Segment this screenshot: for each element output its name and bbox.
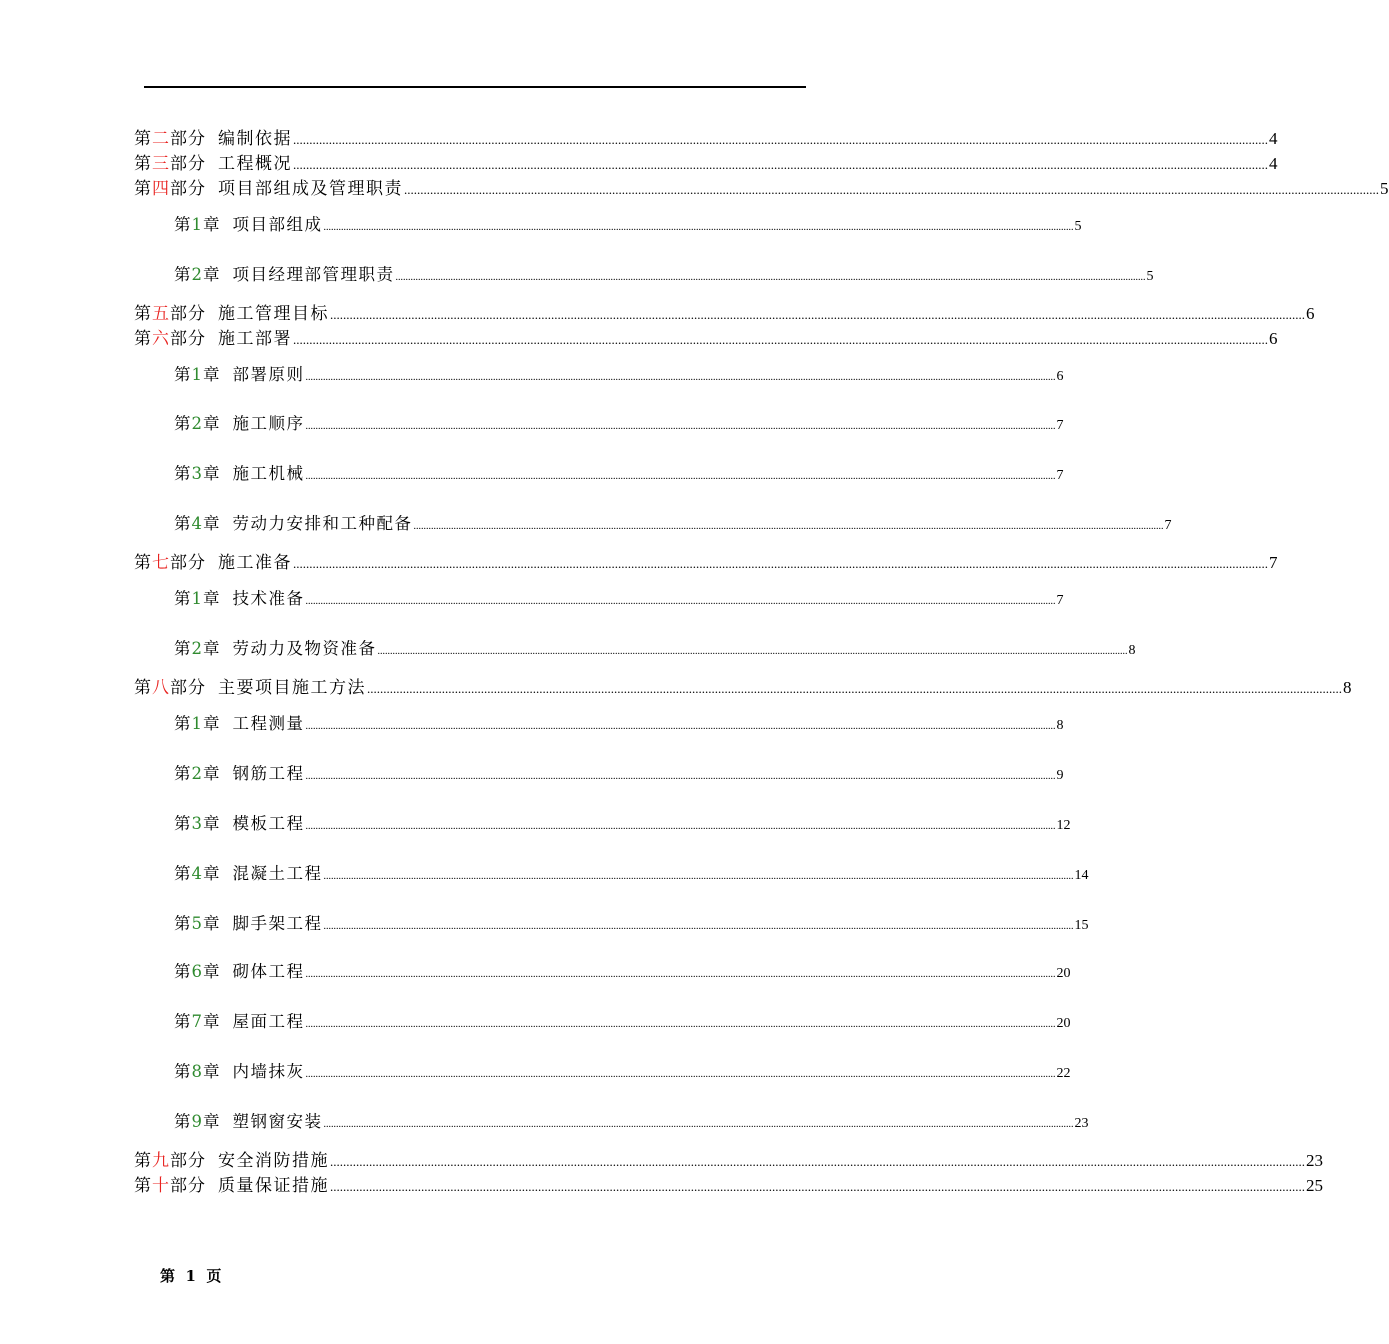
toc-page-number: 6 xyxy=(1056,369,1064,384)
toc-label-prefix: 第 xyxy=(174,514,192,533)
toc-part-entry[interactable] xyxy=(134,124,1278,149)
toc-dot-leader: ............................................................................................................................................................................................................................................................................................................ xyxy=(305,1069,1056,1080)
toc-chapter-entry[interactable] xyxy=(174,860,1089,884)
toc-label-prefix: 第 xyxy=(134,154,152,174)
toc-entry-label xyxy=(174,410,221,434)
toc-entry-title: 施工顺序 xyxy=(232,414,305,433)
toc-label-prefix: 第 xyxy=(134,329,152,349)
toc-entry-title: 屋面工程 xyxy=(232,1012,305,1031)
toc-label-number: 二 xyxy=(152,129,170,149)
toc-dot-leader: ............................................................................................................................................................................................................................................................................................................ xyxy=(293,157,1268,172)
toc-chapter-entry[interactable] xyxy=(174,211,1082,235)
toc-page-number: 23 xyxy=(1074,1116,1089,1131)
toc-label-suffix: 章 xyxy=(203,514,221,533)
toc-part-entry[interactable] xyxy=(134,548,1278,573)
toc-chapter-entry[interactable] xyxy=(174,510,1172,534)
toc-part-entry[interactable] xyxy=(134,299,1315,324)
toc-entry-title: 混凝土工程 xyxy=(232,864,323,883)
toc-entry-label xyxy=(174,1008,221,1032)
toc-entry-title: 内墙抹灰 xyxy=(232,1062,305,1081)
toc-label-suffix: 部分 xyxy=(170,154,206,174)
toc-label-prefix: 第 xyxy=(174,814,192,833)
toc-label-prefix: 第 xyxy=(174,714,192,733)
toc-label-prefix: 第 xyxy=(134,129,152,149)
toc-entry-title: 劳动力安排和工种配备 xyxy=(232,514,413,533)
toc-entry-title: 钢筋工程 xyxy=(232,764,305,783)
toc-entry-title: 工程概况 xyxy=(218,154,292,174)
toc-label-prefix: 第 xyxy=(174,365,192,384)
toc-page-number: 15 xyxy=(1074,918,1089,933)
toc-chapter-entry[interactable] xyxy=(174,910,1089,934)
toc-chapter-entry[interactable] xyxy=(174,1008,1071,1032)
toc-entry-title: 脚手架工程 xyxy=(232,914,323,933)
toc-label-prefix: 第 xyxy=(174,764,192,783)
toc-label-number: 4 xyxy=(191,864,203,883)
toc-label-prefix: 第 xyxy=(174,1012,192,1031)
toc-entry-label xyxy=(174,211,221,235)
toc-chapter-entry[interactable] xyxy=(174,710,1064,734)
toc-label-suffix: 章 xyxy=(203,764,221,783)
toc-chapter-entry[interactable] xyxy=(174,958,1071,982)
toc-dot-leader: ............................................................................................................................................................................................................................................................................................................ xyxy=(305,721,1056,732)
toc-entry-title: 主要项目施工方法 xyxy=(218,678,366,698)
toc-label-prefix: 第 xyxy=(174,589,192,608)
toc-label-suffix: 章 xyxy=(203,365,221,384)
toc-label-number: 八 xyxy=(152,678,170,698)
toc-label-suffix: 章 xyxy=(203,864,221,883)
toc-part-entry[interactable] xyxy=(134,174,1389,199)
toc-label-number: 1 xyxy=(191,215,203,234)
toc-label-suffix: 部分 xyxy=(170,1176,206,1196)
toc-entry-label xyxy=(134,124,206,149)
toc-label-number: 五 xyxy=(152,304,170,324)
toc-dot-leader: ............................................................................................................................................................................................................................................................................................................ xyxy=(330,1154,1305,1169)
toc-page-number: 20 xyxy=(1056,966,1071,981)
toc-part-entry[interactable] xyxy=(134,1171,1323,1196)
toc-page-number: 25 xyxy=(1306,1176,1323,1195)
page-footer: 第 1 页 xyxy=(160,1267,222,1285)
toc-dot-leader: ............................................................................................................................................................................................................................................................................................................ xyxy=(305,1019,1056,1030)
toc-label-prefix: 第 xyxy=(174,1112,192,1131)
toc-label-number: 2 xyxy=(191,265,203,284)
toc-chapter-entry[interactable] xyxy=(174,361,1064,385)
toc-label-number: 8 xyxy=(191,1062,203,1081)
toc-part-entry[interactable] xyxy=(134,1146,1323,1171)
toc-entry-label xyxy=(174,510,221,534)
toc-dot-leader: ............................................................................................................................................................................................................................................................................................................ xyxy=(305,471,1056,482)
toc-dot-leader: ............................................................................................................................................................................................................................................................................................................ xyxy=(323,1119,1074,1130)
toc-label-suffix: 部分 xyxy=(170,304,206,324)
toc-page-number: 7 xyxy=(1164,518,1172,533)
toc-label-number: 七 xyxy=(152,553,170,573)
toc-entry-title: 项目部组成及管理职责 xyxy=(218,179,403,199)
toc-label-prefix: 第 xyxy=(134,1176,152,1196)
toc-entry-title: 部署原则 xyxy=(232,365,305,384)
toc-chapter-entry[interactable] xyxy=(174,635,1136,659)
toc-label-prefix: 第 xyxy=(134,1151,152,1171)
toc-page-number: 6 xyxy=(1306,304,1315,323)
toc-dot-leader: ............................................................................................................................................................................................................................................................................................................ xyxy=(305,821,1056,832)
toc-label-prefix: 第 xyxy=(174,639,192,658)
toc-entry-label xyxy=(174,860,221,884)
toc-label-suffix: 章 xyxy=(203,639,221,658)
toc-dot-leader: ............................................................................................................................................................................................................................................................................................................ xyxy=(293,132,1268,147)
toc-dot-leader: ............................................................................................................................................................................................................................................................................................................ xyxy=(395,272,1146,283)
toc-dot-leader: ............................................................................................................................................................................................................................................................................................................ xyxy=(305,596,1056,607)
toc-chapter-entry[interactable] xyxy=(174,261,1154,285)
toc-entry-label xyxy=(174,958,221,982)
toc-label-number: 2 xyxy=(191,764,203,783)
toc-entry-label xyxy=(134,548,206,573)
toc-label-number: 9 xyxy=(191,1112,203,1131)
toc-dot-leader: ............................................................................................................................................................................................................................................................................................................ xyxy=(293,556,1268,571)
toc-entry-title: 施工部署 xyxy=(218,329,292,349)
toc-entry-label xyxy=(174,361,221,385)
toc-entry-label xyxy=(174,760,221,784)
toc-dot-leader: ............................................................................................................................................................................................................................................................................................................ xyxy=(305,421,1056,432)
toc-label-number: 2 xyxy=(191,414,203,433)
toc-dot-leader: ............................................................................................................................................................................................................................................................................................................ xyxy=(377,646,1128,657)
toc-label-suffix: 部分 xyxy=(170,329,206,349)
toc-page-number: 5 xyxy=(1146,269,1154,284)
toc-label-number: 5 xyxy=(191,914,203,933)
toc-entry-title: 安全消防措施 xyxy=(218,1151,329,1171)
toc-label-suffix: 部分 xyxy=(170,553,206,573)
toc-label-number: 1 xyxy=(191,365,203,384)
toc-label-suffix: 部分 xyxy=(170,1151,206,1171)
toc-label-number: 6 xyxy=(191,962,203,981)
toc-page-number: 4 xyxy=(1269,129,1278,148)
toc-chapter-entry[interactable] xyxy=(174,1108,1089,1132)
toc-chapter-entry[interactable] xyxy=(174,585,1064,609)
toc-entry-title: 塑钢窗安装 xyxy=(232,1112,323,1131)
toc-label-suffix: 章 xyxy=(203,589,221,608)
toc-entry-label xyxy=(134,1171,206,1196)
toc-entry-label xyxy=(134,149,206,174)
toc-entry-label xyxy=(174,1108,221,1132)
toc-dot-leader: ............................................................................................................................................................................................................................................................................................................ xyxy=(367,681,1342,696)
toc-page-number: 8 xyxy=(1128,643,1136,658)
toc-label-suffix: 章 xyxy=(203,814,221,833)
toc-label-prefix: 第 xyxy=(174,464,192,483)
toc-label-number: 十 xyxy=(152,1176,170,1196)
toc-entry-label xyxy=(134,324,206,349)
toc-label-number: 1 xyxy=(191,714,203,733)
toc-entry-title: 施工管理目标 xyxy=(218,304,329,324)
toc-entry-label xyxy=(174,810,221,834)
toc-entry-label xyxy=(174,1058,221,1082)
toc-dot-leader: ............................................................................................................................................................................................................................................................................................................ xyxy=(330,307,1305,322)
toc-entry-label xyxy=(174,710,221,734)
toc-label-prefix: 第 xyxy=(134,304,152,324)
toc-part-entry[interactable] xyxy=(134,149,1278,174)
toc-label-prefix: 第 xyxy=(174,914,192,933)
toc-dot-leader: ............................................................................................................................................................................................................................................................................................................ xyxy=(323,222,1074,233)
toc-label-number: 九 xyxy=(152,1151,170,1171)
toc-entry-title: 项目经理部管理职责 xyxy=(232,265,395,284)
toc-entry-title: 施工机械 xyxy=(232,464,305,483)
toc-label-prefix: 第 xyxy=(134,678,152,698)
toc-page-number: 7 xyxy=(1056,468,1064,483)
toc-part-entry[interactable] xyxy=(134,324,1278,349)
toc-label-number: 3 xyxy=(191,814,203,833)
toc-chapter-entry[interactable] xyxy=(174,810,1071,834)
toc-entry-title: 技术准备 xyxy=(232,589,305,608)
toc-entry-label xyxy=(134,174,206,199)
toc-page-number: 8 xyxy=(1343,678,1352,697)
toc-label-suffix: 部分 xyxy=(170,678,206,698)
toc-label-prefix: 第 xyxy=(134,179,152,199)
toc-page-number: 7 xyxy=(1269,553,1278,572)
toc-label-number: 六 xyxy=(152,329,170,349)
toc-entry-label xyxy=(174,261,221,285)
toc-entry-label xyxy=(174,585,221,609)
toc-label-suffix: 部分 xyxy=(170,179,206,199)
toc-dot-leader: ............................................................................................................................................................................................................................................................................................................ xyxy=(330,1179,1305,1194)
toc-entry-label xyxy=(174,460,221,484)
toc-entry-title: 劳动力及物资准备 xyxy=(232,639,377,658)
toc-page-number: 12 xyxy=(1056,818,1071,833)
toc-label-suffix: 章 xyxy=(203,265,221,284)
toc-dot-leader: ............................................................................................................................................................................................................................................................................................................ xyxy=(305,969,1056,980)
toc-label-prefix: 第 xyxy=(174,962,192,981)
toc-label-suffix: 章 xyxy=(203,1112,221,1131)
toc-label-number: 3 xyxy=(191,464,203,483)
toc-chapter-entry[interactable] xyxy=(174,460,1064,484)
toc-label-suffix: 章 xyxy=(203,962,221,981)
toc-page-number: 5 xyxy=(1380,179,1389,198)
toc-label-suffix: 章 xyxy=(203,464,221,483)
toc-entry-title: 模板工程 xyxy=(232,814,305,833)
toc-entry-label xyxy=(174,635,221,659)
toc-label-prefix: 第 xyxy=(134,553,152,573)
toc-label-suffix: 章 xyxy=(203,1012,221,1031)
toc-entry-title: 砌体工程 xyxy=(232,962,305,981)
toc-page-number: 8 xyxy=(1056,718,1064,733)
toc-dot-leader: ............................................................................................................................................................................................................................................................................................................ xyxy=(293,332,1268,347)
toc-label-suffix: 章 xyxy=(203,714,221,733)
toc-label-suffix: 章 xyxy=(203,1062,221,1081)
toc-dot-leader: ............................................................................................................................................................................................................................................................................................................ xyxy=(305,771,1056,782)
toc-page-number: 4 xyxy=(1269,154,1278,173)
toc-entry-label xyxy=(134,299,206,324)
toc-chapter-entry[interactable] xyxy=(174,410,1064,434)
toc-page-number: 6 xyxy=(1269,329,1278,348)
toc-entry-title: 质量保证措施 xyxy=(218,1176,329,1196)
header-rule xyxy=(144,86,806,88)
toc-chapter-entry[interactable] xyxy=(174,760,1064,784)
toc-page-number: 22 xyxy=(1056,1066,1071,1081)
toc-label-suffix: 部分 xyxy=(170,129,206,149)
toc-dot-leader: ............................................................................................................................................................................................................................................................................................................ xyxy=(404,182,1379,197)
toc-entry-label xyxy=(134,673,206,698)
toc-part-entry[interactable] xyxy=(134,673,1352,698)
toc-entry-title: 工程测量 xyxy=(232,714,305,733)
toc-dot-leader: ............................................................................................................................................................................................................................................................................................................ xyxy=(413,521,1164,532)
toc-dot-leader: ............................................................................................................................................................................................................................................................................................................ xyxy=(305,372,1056,383)
toc-page-number: 5 xyxy=(1074,219,1082,234)
toc-entry-title: 编制依据 xyxy=(218,129,292,149)
toc-label-prefix: 第 xyxy=(174,864,192,883)
toc-label-number: 四 xyxy=(152,179,170,199)
toc-label-suffix: 章 xyxy=(203,215,221,234)
toc-entry-title: 施工准备 xyxy=(218,553,292,573)
toc-page-number: 7 xyxy=(1056,593,1064,608)
toc-label-number: 2 xyxy=(191,639,203,658)
toc-entry-label xyxy=(134,1146,206,1171)
toc-entry-title: 项目部组成 xyxy=(232,215,323,234)
toc-dot-leader: ............................................................................................................................................................................................................................................................................................................ xyxy=(323,871,1074,882)
toc-label-prefix: 第 xyxy=(174,414,192,433)
toc-label-suffix: 章 xyxy=(203,414,221,433)
toc-label-prefix: 第 xyxy=(174,1062,192,1081)
toc-label-prefix: 第 xyxy=(174,215,192,234)
toc-page-number: 20 xyxy=(1056,1016,1071,1031)
toc-entry-label xyxy=(174,910,221,934)
toc-dot-leader: ............................................................................................................................................................................................................................................................................................................ xyxy=(323,921,1074,932)
toc-label-number: 1 xyxy=(191,589,203,608)
toc-chapter-entry[interactable] xyxy=(174,1058,1071,1082)
toc-page-number: 9 xyxy=(1056,768,1064,783)
toc-label-suffix: 章 xyxy=(203,914,221,933)
toc-label-prefix: 第 xyxy=(174,265,192,284)
toc-label-number: 4 xyxy=(191,514,203,533)
toc-page-number: 7 xyxy=(1056,418,1064,433)
toc-page-number: 14 xyxy=(1074,868,1089,883)
toc-label-number: 三 xyxy=(152,154,170,174)
toc-label-number: 7 xyxy=(191,1012,203,1031)
toc-page-number: 23 xyxy=(1306,1151,1323,1170)
